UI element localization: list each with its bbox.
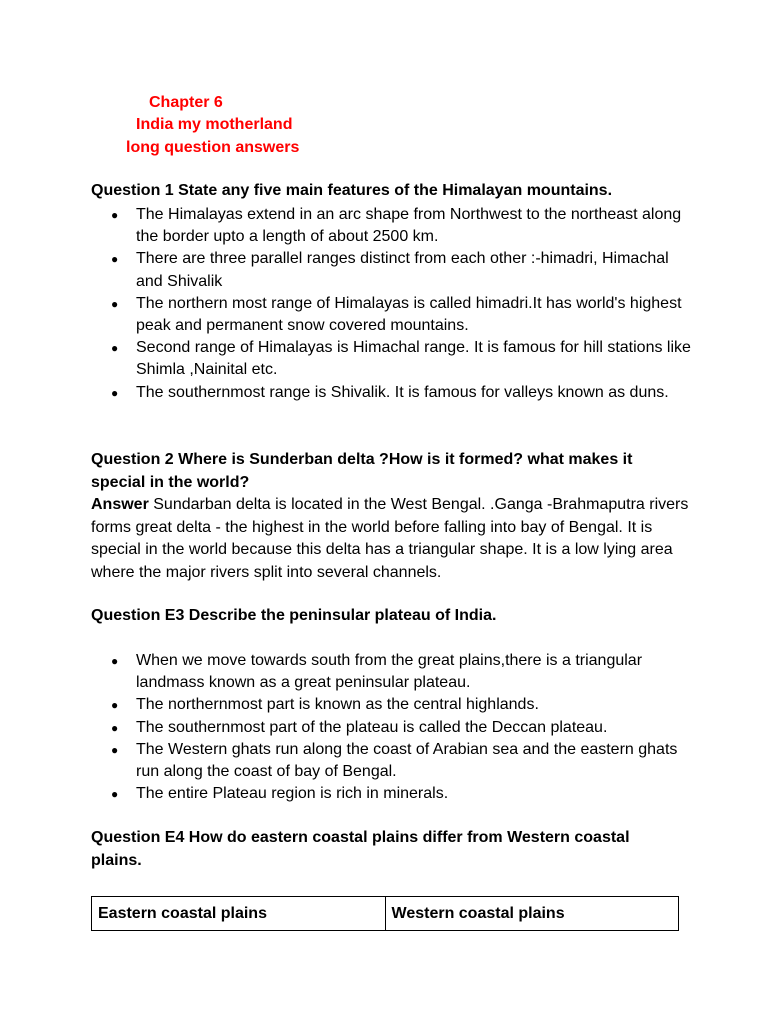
list-item: ● When we move towards south from the great plains,there is a triangular landmass known as a great peninsular plateau. [111,652,643,692]
list-item: ● The Western ghats run along the coast of Arabian sea and the eastern ghats run along the coast of bay of Bengal. [111,740,678,781]
list-item: ● The entire Plateau region is rich in minerals. [91,783,691,805]
chapter-title: India my motherland [136,116,293,133]
answer-2 [91,494,691,584]
bullet-icon: ● [111,720,119,735]
chapter-subtitle: long question answers [126,139,300,156]
bullet-icon: ● [111,742,119,757]
comparison-table [91,896,679,931]
bullet-icon: ● [111,341,119,356]
question-2: Question 2 Where is Sunderban delta ?How is it formed? what makes it special in the world? [91,451,633,491]
question-1-list [91,204,691,404]
bullet-icon: ● [111,252,119,267]
chapter-number: Chapter 6 [149,94,223,111]
list-item: ● The southernmost part of the plateau is called the Deccan plateau. [91,717,691,739]
answer-text: Sundarban delta is located in the West Bengal. .Ganga -Brahmaputra rivers forms great delta - the highest in the world before falling into bay of Bengal. It is special in the world because this delta has a triangular shape. It is a low lying area where the major rivers split into several channels. [91,496,689,581]
bullet-icon: ● [111,787,119,802]
bullet-icon: ● [111,208,119,222]
bullet-icon: ● [111,385,119,400]
list-item: ● There are three parallel ranges distinct from each other :-himadri, Himachal and Shivalik [111,250,669,290]
answer-label: Answer [91,496,149,513]
question-e4: Question E4 How do eastern coastal plains differ from Western coastal plains. [91,829,630,869]
table-header-western: Western coastal plains [385,897,679,931]
table-header-eastern: Eastern coastal plains [92,897,386,931]
list-item: ● The northern most range of Himalayas is called himadri.It has world's highest peak and permanent snow covered mountains. [111,294,682,335]
list-item: ● The northernmost part is known as the central highlands. [91,694,691,716]
question-e3: Question E3 Describe the peninsular plateau of India. [91,607,497,624]
bullet-icon: ● [111,296,119,311]
question-1: Question 1 State any five main features of the Himalayan mountains. [91,182,613,199]
list-item: ● The southernmost range is Shivalik. It is famous for valleys known as duns. [91,382,691,404]
bullet-icon: ● [111,698,119,713]
table-header-row [92,897,679,931]
list-item: ● Second range of Himalayas is Himachal range. It is famous for hill stations like Shimla ,Nainital etc. [111,339,691,379]
bullet-icon: ● [111,654,119,668]
question-e3-list [91,650,691,805]
list-item: ● The Himalayas extend in an arc shape from Northwest to the northeast along the border upto a length of about 2500 km. [111,206,682,246]
